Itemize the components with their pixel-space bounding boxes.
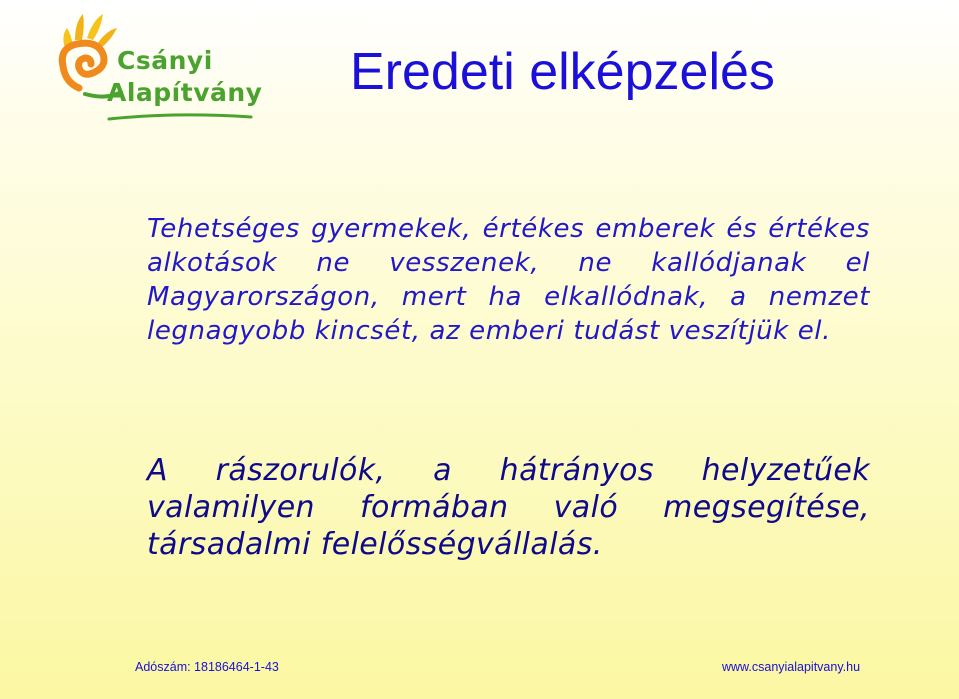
logo-text-line1: Csányi — [117, 46, 213, 75]
paragraph-original-idea: Tehetséges gyermekek, értékes emberek és értékes alkotások ne vesszenek, ne kallódjanak el Magyarországon, mert ha elkallódnak, a nemzet legnagyobb kincsét, az emberi tudást veszítjük el. — [147, 214, 870, 346]
logo-text-line2: Alapítvány — [107, 78, 263, 107]
footer-tax-id: Adószám: 18186464-1-43 — [135, 660, 279, 674]
foundation-logo — [55, 8, 263, 126]
logo-underline — [105, 110, 255, 124]
paragraph-social-responsibility: A rászorulók, a hátrányos helyzetűek valamilyen formában való megsegítése, társadalmi felelősségvállalás. — [147, 453, 870, 562]
slide-title: Eredeti elképzelés — [350, 43, 775, 101]
footer-website: www.csanyialapitvany.hu — [722, 660, 861, 674]
